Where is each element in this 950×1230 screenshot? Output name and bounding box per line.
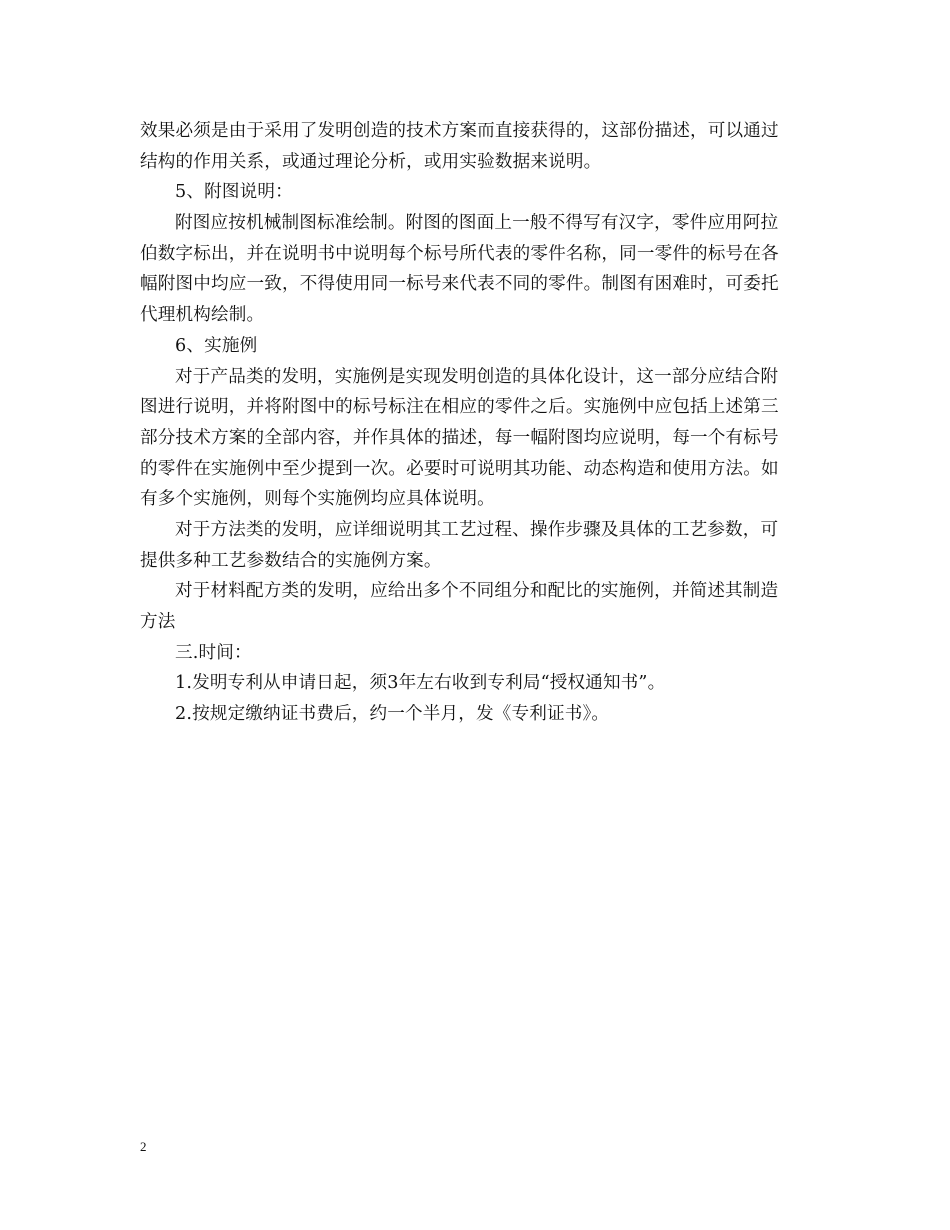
text-line: 结构的作用关系，或通过理论分析，或用实验数据来说明。 xyxy=(140,151,602,172)
list-item: 1.发明专利从申请日起，须3年左右收到专利局“授权通知书”。 xyxy=(175,673,666,694)
text-line: 幅附图中均应一致，不得使用同一标号来代表不同的零件。制图有困难时，可委托 xyxy=(140,274,779,295)
text-line: 代理机构绘制。 xyxy=(140,305,265,326)
text-line: 部分技术方案的全部内容，并作具体的描述，每一幅附图均应说明，每一个有标号 xyxy=(140,427,779,448)
text-line: 提供多种工艺参数结合的实施例方案。 xyxy=(140,550,442,571)
list-item: 2.按规定缴纳证书费后，约一个半月，发《专利证书》。 xyxy=(175,704,610,725)
text-line: 附图应按机械制图标准绘制。附图的图面上一般不得写有汉字，零件应用阿拉 xyxy=(175,213,779,234)
text-line: 有多个实施例，则每个实施例均应具体说明。 xyxy=(140,489,495,510)
section-heading: 三.时间： xyxy=(175,642,252,663)
body-text xyxy=(140,116,812,730)
text-line: 图进行说明，并将附图中的标号标注在相应的零件之后。实施例中应包括上述第三 xyxy=(140,397,779,418)
section-heading: 5、附图说明： xyxy=(175,182,293,203)
text-line: 对于产品类的发明，实施例是实现发明创造的具体化设计，这一部分应结合附 xyxy=(175,366,779,387)
text-line: 伯数字标出，并在说明书中说明每个标号所代表的零件名称，同一零件的标号在各 xyxy=(140,243,779,264)
page-number: 2 xyxy=(140,1139,147,1154)
text-line: 对于材料配方类的发明，应给出多个不同组分和配比的实施例，并简述其制造 xyxy=(175,581,779,602)
section-heading: 6、实施例 xyxy=(175,335,258,356)
text-line: 对于方法类的发明，应详细说明其工艺过程、操作步骤及具体的工艺参数，可 xyxy=(175,519,779,540)
text-line: 效果必须是由于采用了发明创造的技术方案而直接获得的，这部份描述，可以通过 xyxy=(140,121,779,141)
text-line: 方法 xyxy=(140,612,176,632)
text-line: 的零件在实施例中至少提到一次。必要时可说明其功能、动态构造和使用方法。如 xyxy=(140,458,779,479)
